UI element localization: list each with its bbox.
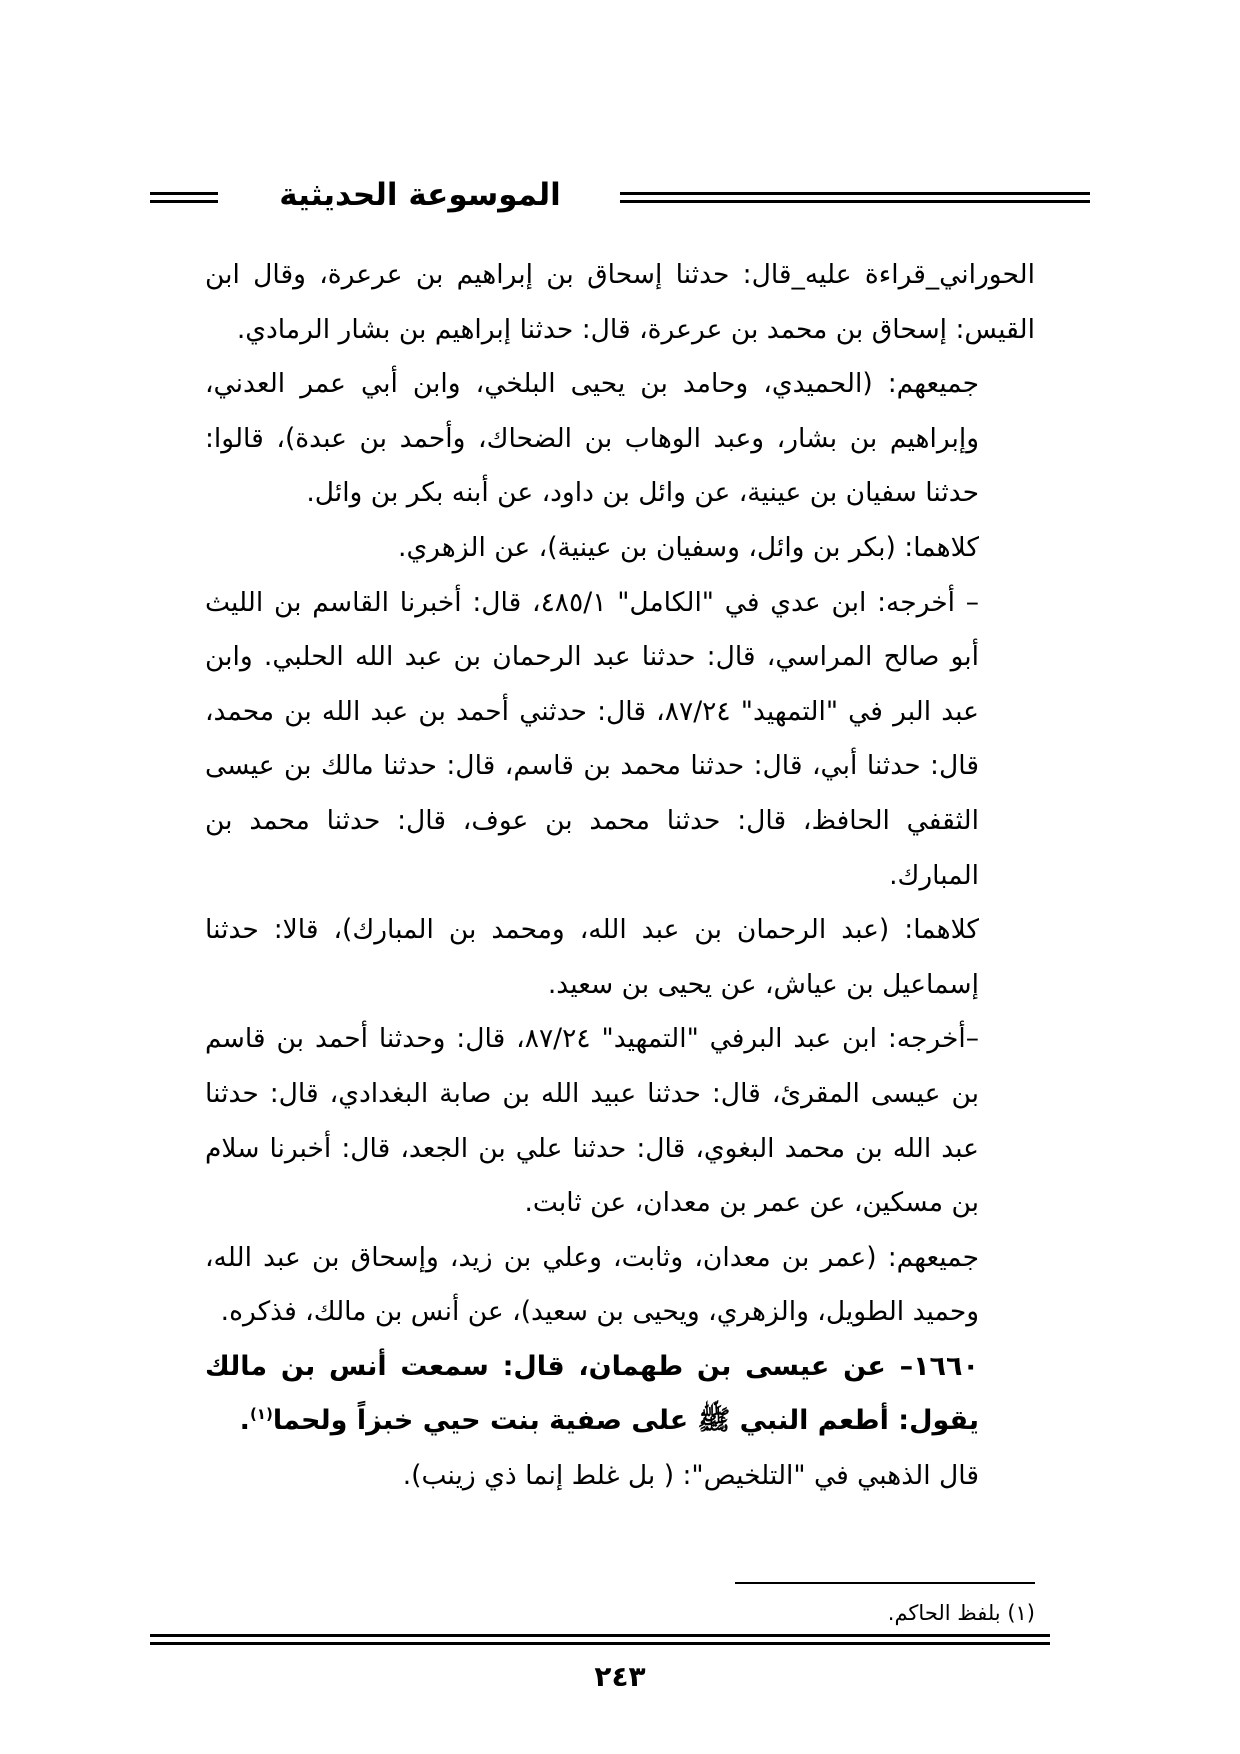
- paragraph-5: كلاهما: (عبد الرحمان بن عبد الله، ومحمد بن المبارك)، قالا: حدثنا إسماعيل بن عياش، عن يحيى بن سعيد.: [205, 914, 979, 1000]
- paragraph-7: جميعهم: (عمر بن معدان، وثابت، وعلي بن زيد، وإسحاق بن عبد الله، وحميد الطويل، والزهري، ويحيى بن سعيد)، عن أنس بن مالك، فذكره.: [205, 1241, 979, 1328]
- body-text: [205, 248, 1035, 1504]
- paragraph-3: كلاهما: (بكر بن وائل، وسفيان بن عينية)، عن الزهري.: [398, 531, 979, 563]
- closing-paragraph: قال الذهبي في "التلخيص": ( بل غلط إنما ذي زينب).: [402, 1460, 979, 1492]
- footnote: (١) بلفظ الحاكم.: [887, 1601, 1035, 1625]
- running-header: [150, 172, 1090, 220]
- paragraph-2: جميعهم: (الحميدي، وحامد بن يحيى البلخي، وابن أبي عمر العدني، وإبراهيم بن بشار، وعبد الوهاب بن الضحاك، وأحمد بن عبدة)، قالوا: حدثنا سفيان بن عينية، عن وائل بن داود، عن أبنه بكر بن وائل.: [205, 368, 979, 509]
- hadith-paragraph: [205, 1340, 1035, 1449]
- header-rule-left: [150, 192, 218, 203]
- footnote-reference[interactable]: (١): [249, 1405, 273, 1424]
- hadith-tail: .: [239, 1405, 250, 1437]
- book-title: الموسوعة الحديثية: [279, 177, 561, 213]
- header-rule-right: [620, 192, 1090, 203]
- paragraph-6: –أخرجه: ابن عبد البرفي "التمهيد" ٨٧/٢٤، قال: وحدثنا أحمد بن قاسم بن عيسى المقرئ، قال: حدثنا عبيد الله بن صابة البغدادي، قال: حدثنا عبد الله بن محمد البغوي، قال: حدثنا علي بن الجعد، قال: أخبرنا سلام بن مسكين، عن عمر بن معدان، عن ثابت.: [205, 1023, 980, 1219]
- footer-rule: [150, 1634, 1050, 1645]
- hadith-text: ١٦٦٠– عن عيسى بن طهمان، قال: سمعت أنس بن مالك يقول: أطعم النبي ﷺ على صفية بنت حيي خبزاً ولحما: [205, 1350, 979, 1437]
- paragraph-4: – أخرجه: ابن عدي في "الكامل" ٤٨٥/١، قال: أخبرنا القاسم بن الليث أبو صالح المراسي، قال: حدثنا عبد الرحمان بن عبد الله الحلبي. وابن عبد البر في "التمهيد" ٨٧/٢٤، قال: حدثني أحمد بن عبد الله بن محمد، قال: حدثنا أبي، قال: حدثنا محمد بن قاسم، قال: حدثنا مالك بن عيسى الثقفي الحافظ، قال: حدثنا محمد بن عوف، قال: حدثنا محمد بن المبارك.: [205, 586, 979, 891]
- paragraph-1: الحوراني_قراءة عليه_قال: حدثنا إسحاق بن إبراهيم بن عرعرة، وقال ابن القيس: إسحاق بن محمد بن عرعرة، قال: حدثنا إبراهيم بن بشار الرمادي.: [205, 259, 1035, 345]
- footnote-separator: [735, 1582, 1035, 1584]
- page-number: ٢٤٣: [594, 1660, 646, 1693]
